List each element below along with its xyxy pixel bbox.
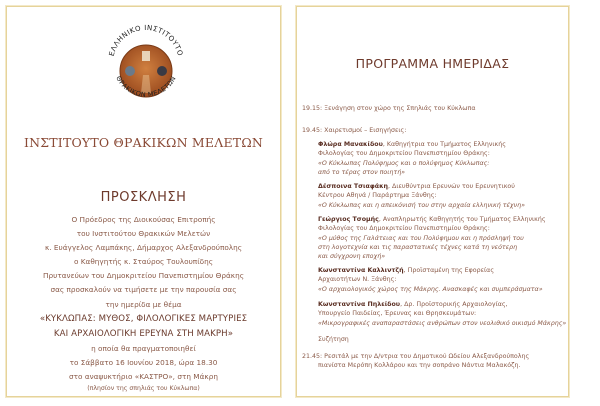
talk-title: και σύγχρονη εποχή» — [318, 253, 386, 261]
invitation-page — [6, 6, 281, 397]
svg-text:ΕΛΛΗΝΙΚΟ ΙΝΣΤΙΤΟΥΤΟ: ΕΛΛΗΝΙΚΟ ΙΝΣΤΙΤΟΥΤΟ — [107, 23, 185, 58]
program-page — [296, 6, 569, 397]
talk-title: «Ο Κύκλωπας Πολύφημος και ο πολύφημος Κύκλωπας: — [318, 159, 490, 167]
event-venue: στο αναψυκτήριο «ΚΑΣΤΡΟ», στη Μάκρη — [69, 371, 218, 381]
talk-title: «Ο Κύκλωπας και η απεικόνισή του στην αρχαία ελληνική τέχνη» — [318, 201, 526, 209]
invitation-body — [7, 213, 280, 394]
item-time: 19.15: — [302, 105, 323, 112]
body-line: την ημερίδα με θέμα — [105, 299, 182, 309]
institute-name: ΙΝΣΤΙΤΟΥΤΟ ΘΡΑΚΙΚΩΝ ΜΕΛΕΤΩΝ — [23, 135, 264, 150]
speaker-entry: Γεώργιος Τσομής, Αναπληρωτής Καθηγητής του Τμήματος Ελληνικής Φιλολογίας του Δημοκριτείου Πανεπιστημίου Θράκης: «Ο μύθος της Γαλάτειας και του Πολύφημου και η πρόσληψή του στη λογοτεχνία και τις παραστατικές τέχνες κατά τη νεότερη και σύγχρονη εποχή» — [318, 216, 546, 261]
speaker-name: Γεώργιος Τσομής — [318, 216, 379, 223]
body-line: Πρυτανεύων του Δημοκριτείου Πανεπιστημίου Θράκης — [43, 271, 244, 281]
body-line: ο Καθηγητής κ. Σταύρος Τουλουπίδης — [73, 257, 214, 267]
speaker-entry: Κωνσταντίνα Πηλείδου, Δρ. Προϊστορικής Αρχαιολογίας, Υπουργείο Παιδείας, Έρευνας και Θρησκευμάτων: «Μικρογραφικές αναπαραστάσεις ανθρώπων στον νεολιθικό οικισμό Μάκρης» — [318, 301, 567, 327]
talk-title: στη λογοτεχνία και τις παραστατικές τέχνες κατά τη νεότερη — [318, 243, 518, 251]
program-item — [302, 105, 476, 112]
speaker-name: Φλώρα Μανακίδου — [318, 141, 383, 148]
body-line: κ. Ευάγγελος Λαμπάκης, Δήμαρχος Αλεξανδρούπολης — [44, 243, 243, 253]
body-line: σας προσκαλούν να τιμήσετε με την παρουσία σας — [50, 285, 237, 295]
venue-note: (πλησίον της σπηλιάς του Κύκλωπα) — [87, 384, 200, 392]
invitation-title: ΠΡΟΣΚΛΗΣΗ — [100, 190, 187, 205]
speaker-name: Κωνσταντίνα Πηλείδου — [318, 301, 401, 308]
talk-title: «Μικρογραφικές αναπαραστάσεις ανθρώπων στον νεολιθικό οικισμό Μάκρης» — [318, 319, 567, 327]
svg-text:ΘΡΑΚΙΚΩΝ ΜΕΛΕΤΩΝ: ΘΡΑΚΙΚΩΝ ΜΕΛΕΤΩΝ — [114, 74, 178, 99]
program-title: ΠΡΟΓΡΑΜΜΑ ΗΜΕΡΙΔΑΣ — [355, 56, 510, 71]
speaker-name: Κωνσταντίνα Καλλιντζή — [318, 267, 404, 274]
item-text: Ξενάγηση στον χώρο της Σπηλιάς του Κύκλωπα — [324, 105, 476, 112]
item-text: Χαιρετισμοί – Εισηγήσεις: — [324, 127, 407, 134]
speaker-entry: Κωνσταντίνα Καλλιντζή, Προϊσταμένη της Εφορείας Αρχαιοτήτων Ν. Ξάνθης: «Ο αρχαιολογικός χώρος της Μάκρης. Ανασκαφές και συμπεράσματα» — [318, 267, 543, 293]
event-theme: ΚΑΙ ΑΡΧΑΙΟΛΟΓΙΚΗ ΕΡΕΥΝΑ ΣΤΗ ΜΑΚΡΗ» — [53, 328, 234, 339]
item-time: 19.45: — [302, 127, 323, 134]
program-item — [302, 127, 406, 134]
body-line: του Ινστιτούτου Θρακικών Μελετών — [76, 229, 211, 239]
event-date: το Σάββατο 16 Ιουνίου 2018, ώρα 18.30 — [69, 357, 218, 367]
talk-title: «Ο αρχαιολογικός χώρος της Μάκρης. Ανασκαφές και συμπεράσματα» — [318, 285, 543, 293]
body-line: Ο Πρόεδρος της Διοικούσας Επιτροπής — [71, 215, 216, 224]
talk-title: από το τέρας στον ποιητή» — [318, 168, 406, 176]
item-time: 21.45: — [302, 353, 323, 360]
talk-title: «Ο μύθος της Γαλάτειας και του Πολύφημου και η πρόσληψή του — [318, 234, 524, 242]
program-item-closing: 21.45: Ρεσιτάλ με την Δ/ντρια του Δημοτικού Ωδείου Αλεξανδρούπολης πιανίστα Μερόπη Κολλάρου και την σοπράνο Νάντια Μαλακόζη. — [302, 353, 530, 370]
event-theme: «ΚΥΚΛΩΠΑΣ: ΜΥΘΟΣ, ΦΙΛΟΛΟΓΙΚΕΣ ΜΑΡΤΥΡΙΕΣ — [39, 313, 248, 324]
discussion: Συζήτηση — [318, 336, 349, 343]
details-line: η οποία θα πραγματοποιηθεί — [91, 343, 196, 353]
institute-logo-icon — [105, 17, 187, 117]
speaker-entry: Δέσποινα Τσιαφάκη, Διευθύντρια Ερευνών του Ερευνητικού Κέντρου Αθηνά / Παράρτημα Ξάνθης: «Ο Κύκλωπας και η απεικόνισή του στην αρχαία ελληνική τέχνη» — [318, 183, 526, 209]
speaker-entry: Φλώρα Μανακίδου, Καθηγήτρια του Τμήματος Ελληνικής Φιλολογίας του Δημοκριτείου Πανεπιστημίου Θράκης: «Ο Κύκλωπας Πολύφημος και ο πολύφημος Κύκλωπας: από το τέρας στον ποιητή» — [318, 141, 506, 176]
speaker-name: Δέσποινα Τσιαφάκη — [318, 183, 389, 190]
